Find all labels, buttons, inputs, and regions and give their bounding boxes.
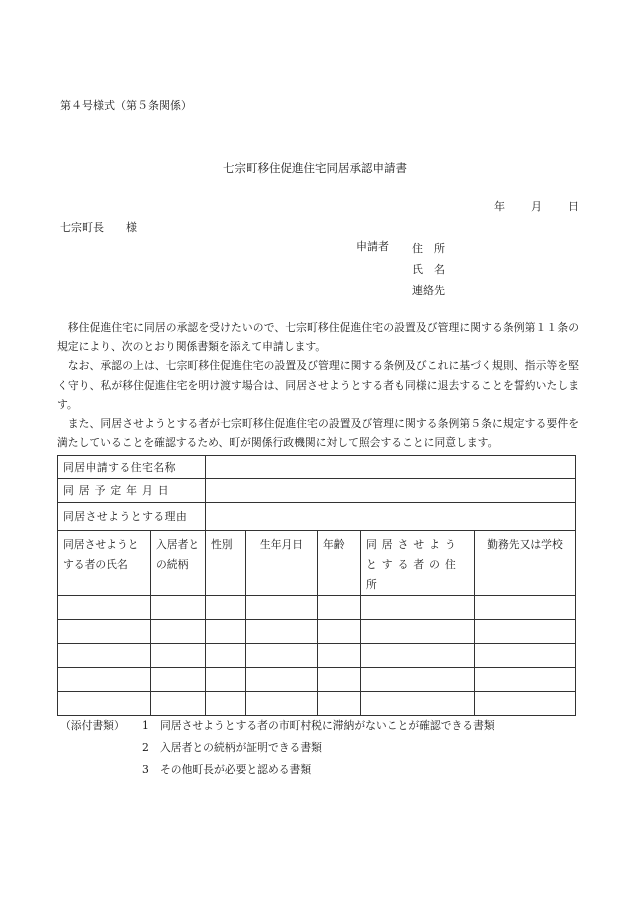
cell-workplace[interactable] — [475, 644, 576, 668]
cohabitant-table — [57, 455, 576, 716]
attachment-number: 2 — [142, 741, 149, 754]
cell-address[interactable] — [361, 692, 475, 716]
cell-gender[interactable] — [206, 644, 246, 668]
planned-date-label: 同居予定年月日 — [58, 479, 206, 503]
cell-birthdate[interactable] — [246, 620, 318, 644]
cell-name[interactable] — [58, 620, 151, 644]
addressee — [60, 219, 137, 235]
table-row — [58, 620, 576, 644]
cell-workplace[interactable] — [475, 596, 576, 620]
attachment-text: 同居させようとする者の市町村税に滞納がないことが確認できる書類 — [160, 719, 495, 732]
cell-gender[interactable] — [206, 620, 246, 644]
applicant-address-label: 住 所 — [412, 242, 445, 255]
table-row — [58, 479, 576, 503]
attachments-list — [60, 715, 495, 781]
table-row — [58, 644, 576, 668]
cell-relation[interactable] — [151, 620, 206, 644]
list-item — [60, 715, 495, 737]
cell-gender[interactable] — [206, 668, 246, 692]
cell-age[interactable] — [318, 692, 361, 716]
table-row — [58, 456, 576, 479]
cell-name[interactable] — [58, 644, 151, 668]
col-header-age: 年齢 — [318, 531, 361, 596]
col-header-gender: 性別 — [206, 531, 246, 596]
col-header-relation: 入居者との続柄 — [151, 531, 206, 596]
cell-address[interactable] — [361, 596, 475, 620]
housing-name-label: 同居申請する住宅名称 — [58, 456, 206, 479]
cell-workplace[interactable] — [475, 692, 576, 716]
form-number: 第４号様式（第５条関係） — [60, 99, 192, 112]
reason-input[interactable] — [206, 503, 576, 531]
cell-age[interactable] — [318, 620, 361, 644]
list-item — [60, 759, 495, 781]
paragraph-request: 移住促進住宅に同居の承認を受けたいので、七宗町移住促進住宅の設置及び管理に関する条例第１１条の規定により、次のとおり関係書類を添えて申請します。 — [57, 321, 579, 354]
cell-name[interactable] — [58, 668, 151, 692]
cell-birthdate[interactable] — [246, 692, 318, 716]
applicant-fields — [412, 238, 445, 301]
applicant-contact-label: 連絡先 — [412, 284, 445, 297]
cell-gender[interactable] — [206, 596, 246, 620]
cell-age[interactable] — [318, 644, 361, 668]
cell-relation[interactable] — [151, 668, 206, 692]
cell-name[interactable] — [58, 596, 151, 620]
planned-date-input[interactable] — [206, 479, 576, 503]
cell-age[interactable] — [318, 668, 361, 692]
date-month-label: 月 — [531, 200, 542, 213]
table-row — [58, 692, 576, 716]
cell-workplace[interactable] — [475, 620, 576, 644]
attachments-label: （添付書類） — [60, 719, 125, 732]
cell-age[interactable] — [318, 596, 361, 620]
attachment-number: 3 — [142, 763, 149, 776]
reason-label: 同居させようとする理由 — [58, 503, 206, 531]
table-header-row — [58, 531, 576, 596]
table-row — [58, 503, 576, 531]
cell-workplace[interactable] — [475, 668, 576, 692]
table-row — [58, 668, 576, 692]
cell-birthdate[interactable] — [246, 668, 318, 692]
paragraph-pledge: なお、承認の上は、七宗町移住促進住宅の設置及び管理に関する条例及びこれに基づく規則、指示等を堅く守り、私が移住促進住宅を明け渡す場合は、同居させようとする者も同様に退去することを誓約いたします。 — [57, 359, 579, 411]
attachment-text: 入居者との続柄が証明できる書類 — [160, 741, 322, 754]
cell-birthdate[interactable] — [246, 596, 318, 620]
cell-name[interactable] — [58, 692, 151, 716]
date-line — [494, 198, 579, 214]
addressee-name: 七宗町長 — [60, 221, 104, 234]
declaration-body — [57, 318, 579, 452]
paragraph-consent: また、同居させようとする者が七宗町移住促進住宅の設置及び管理に関する条例第５条に規定する要件を満たしていることを確認するため、町が関係行政機関に対して照会することに同意します。 — [57, 417, 579, 450]
applicant-label: 申請者 — [356, 240, 389, 253]
table-row — [58, 596, 576, 620]
cell-address[interactable] — [361, 644, 475, 668]
cell-gender[interactable] — [206, 692, 246, 716]
col-header-birthdate: 生年月日 — [246, 531, 318, 596]
col-header-name: 同居させようとする者の氏名 — [58, 531, 151, 596]
attachment-number: 1 — [142, 719, 149, 732]
cell-birthdate[interactable] — [246, 644, 318, 668]
list-item — [60, 737, 495, 759]
cell-address[interactable] — [361, 620, 475, 644]
date-year-label: 年 — [494, 200, 505, 213]
applicant-name-label: 氏 名 — [412, 263, 445, 276]
col-header-address: 同居させようとする者の住所 — [361, 531, 475, 596]
cell-relation[interactable] — [151, 692, 206, 716]
housing-name-input[interactable] — [206, 456, 576, 479]
cell-relation[interactable] — [151, 596, 206, 620]
col-header-workplace: 勤務先又は学校 — [475, 531, 576, 596]
document-title: 七宗町移住促進住宅同居承認申請書 — [223, 161, 407, 175]
addressee-honorific: 様 — [126, 221, 137, 234]
cell-address[interactable] — [361, 668, 475, 692]
date-day-label: 日 — [568, 200, 579, 213]
attachment-text: その他町長が必要と認める書類 — [160, 763, 312, 776]
cell-relation[interactable] — [151, 644, 206, 668]
